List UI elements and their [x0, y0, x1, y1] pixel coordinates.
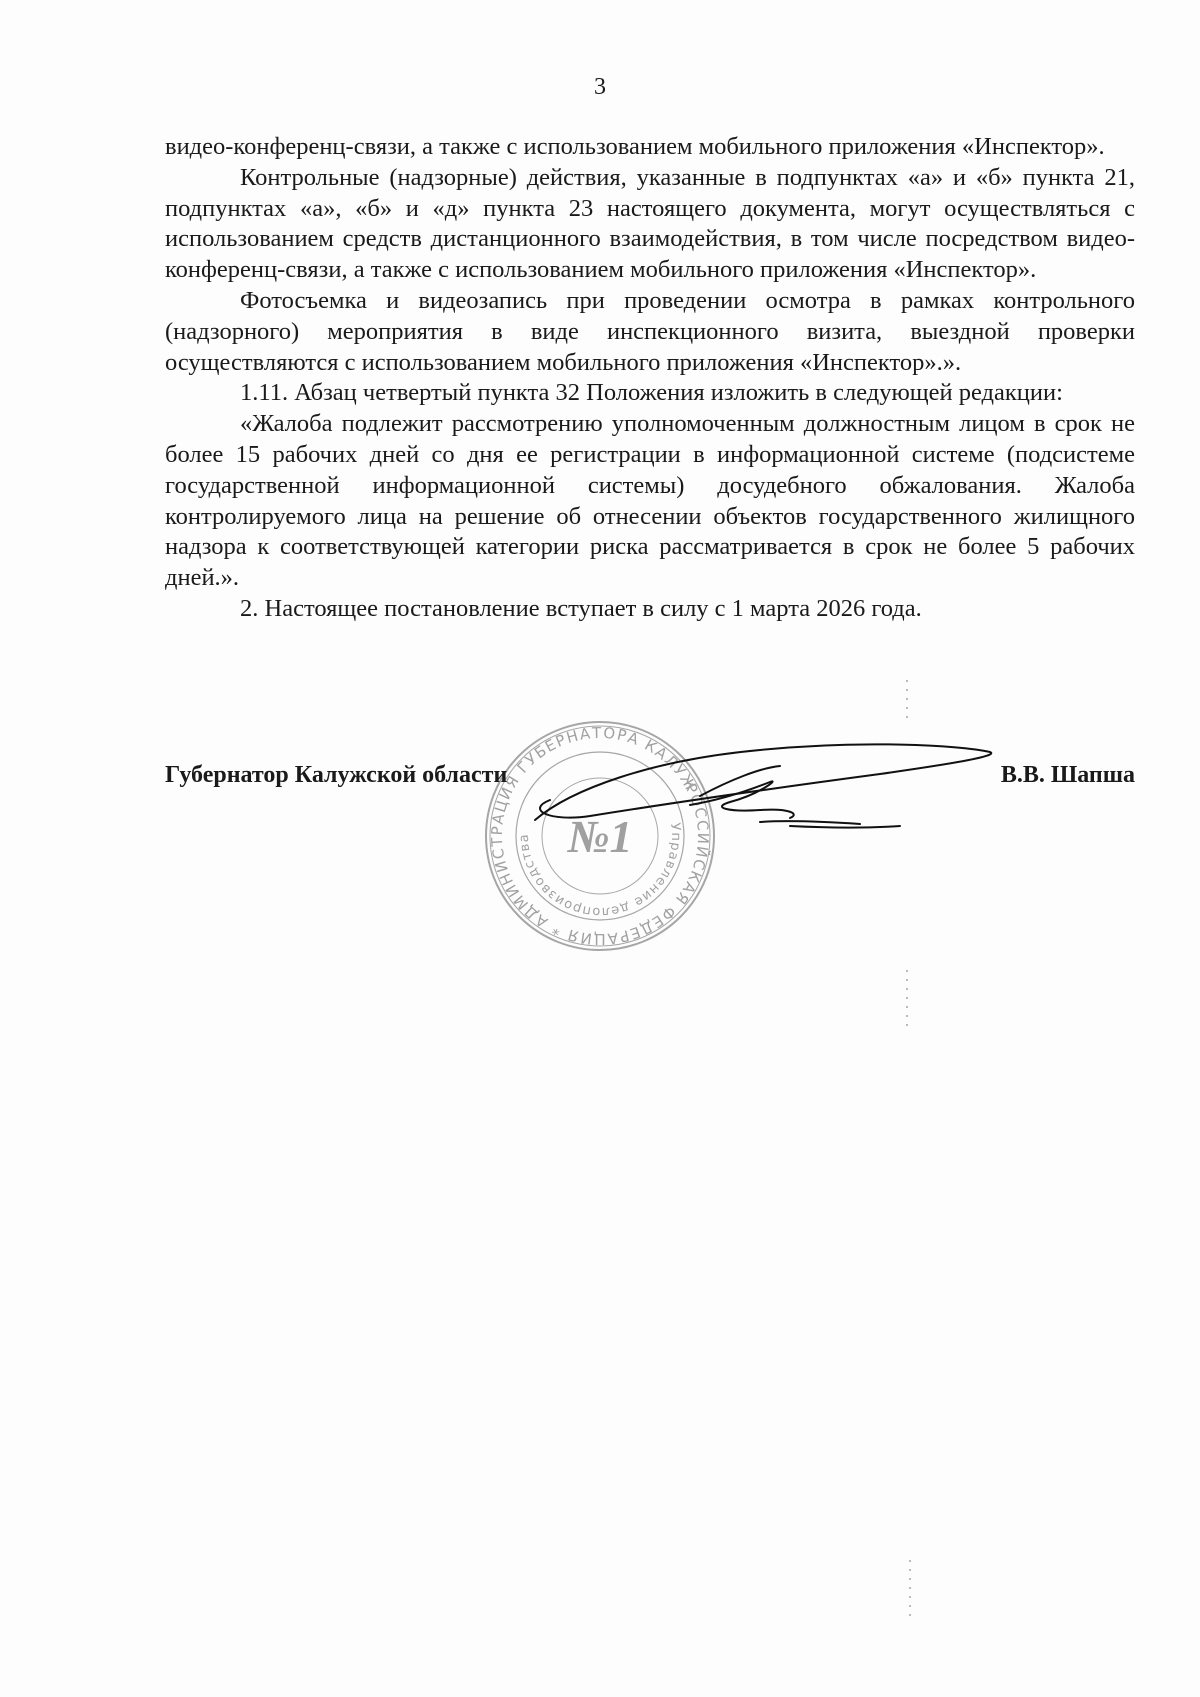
svg-text:Управление делопроизводства: Управление делопроизводства: [516, 822, 684, 920]
scan-artifact-line: [906, 970, 908, 1030]
signer-name: В.В. Шапша: [1000, 762, 1135, 788]
page-number: 3: [594, 74, 606, 100]
signer-position-title: Губернатор Калужской области: [165, 762, 508, 788]
paragraph-photo-video: Фотосъемка и видеозапись при проведении осмотра в рамках контрольного (надзорного) мероприятия в виде инспекционного визита, выездной проверки осуществляются с использованием мобильного приложения «Инспектор».».: [165, 286, 1135, 376]
scan-artifact-line: [909, 1560, 911, 1620]
paragraph-continuation: видео-конференц-связи, а также с использованием мобильного приложения «Инспектор».: [165, 133, 1105, 160]
paragraph-amendment-1-11: 1.11. Абзац четвертый пункта 32 Положения изложить в следующей редакции:: [240, 379, 1063, 407]
scan-artifact-line: [906, 680, 908, 720]
paragraph-effective-date: 2. Настоящее постановление вступает в силу с 1 марта 2026 года.: [240, 594, 922, 622]
paragraph-complaint-text: «Жалоба подлежит рассмотрению уполномоченным должностным лицом в срок не более 15 рабочих дней со дня ее регистрации в информационной системе (подсистеме государственной информационной системы) досудебного обжалования. Жалоба контролируемого лица на решение об отнесении объектов государственного жилищного надзора к соответствующей категории риска рассматривается в срок не более 5 рабочих дней.».: [165, 410, 1135, 592]
handwritten-signature: [530, 730, 1030, 840]
svg-text:№1: №1: [567, 811, 633, 862]
document-body: [165, 132, 1135, 625]
paragraph-control-actions: Контрольные (надзорные) действия, указанные в подпунктах «а» и «б» пункта 21, подпунктах «а», «б» и «д» пункта 23 настоящего документа, могут осуществляться с использованием средств дистанционного взаимодействия, в том числе посредством видео-конференц-связи, а также с использованием мобильного приложения «Инспектор».: [165, 163, 1135, 284]
svg-text:РОССИЙСКАЯ ФЕДЕРАЦИЯ * АДМИНИС: РОССИЙСКАЯ ФЕДЕРАЦИЯ * АДМИНИСТРАЦИЯ ГУБЕРНАТОРА КАЛУЖСКОЙ: [487, 723, 713, 949]
